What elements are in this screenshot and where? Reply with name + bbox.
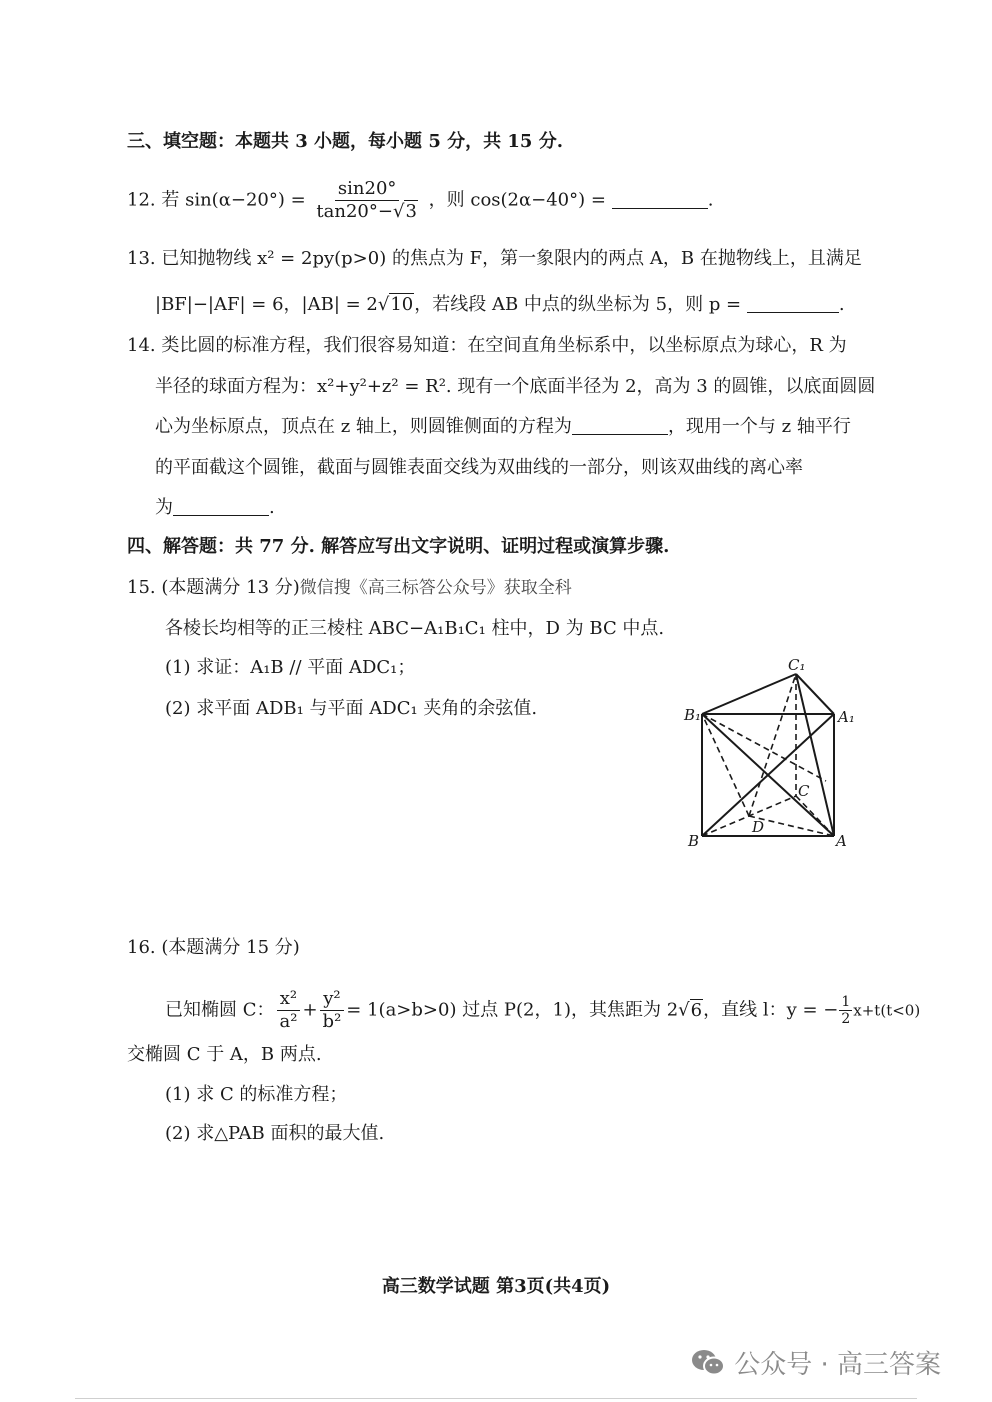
question-number: 15.: [127, 577, 156, 598]
q16-line-eq-tail: x+t(t<0): [853, 1001, 921, 1020]
q12-tail: ，则 cos(2α−40°) =: [428, 189, 606, 211]
wechat-icon: [690, 1347, 726, 1377]
label-d: D: [752, 818, 765, 836]
sqrt-radicand: 3: [405, 201, 417, 222]
q16-part-1: (1) 求 C 的标准方程；: [165, 1084, 348, 1105]
q15-part-1: (1) 求证：A₁B // 平面 ADC₁；: [165, 657, 416, 678]
label-b1: B₁: [684, 706, 702, 724]
wechat-badge: [690, 1344, 941, 1381]
q16-stem-line-2: 交椭圆 C 于 A，B 两点.: [127, 1044, 322, 1065]
q12-end: .: [707, 189, 714, 211]
score-label: (本题满分 13 分): [161, 577, 300, 598]
question-14-line-3: [155, 415, 851, 439]
page-footer: 高三数学试题 第3页(共4页): [381, 1276, 611, 1297]
question-14-line-1: [127, 334, 847, 358]
label-b: B: [688, 832, 700, 850]
label-a1: A₁: [838, 708, 855, 726]
plus-sign: +: [302, 999, 318, 1021]
fraction-numerator: x²: [277, 988, 300, 1011]
fraction-numerator: y²: [320, 988, 343, 1011]
answer-blank[interactable]: [612, 190, 708, 209]
question-13-line-2: |BF|−|AF| = 6，|AB| = 2√10，若线段 AB 中点的纵坐标为 5，则 p = .: [155, 294, 845, 315]
label-a: A: [836, 832, 847, 850]
q12-fraction: [313, 178, 420, 223]
q12-lead: 若 sin(α−20°) =: [161, 189, 306, 211]
q13-text-a: |BF|−|AF| = 6，|AB| = 2: [155, 294, 378, 315]
q14-text-a: 心为坐标原点，顶点在 z 轴上，则圆锥侧面的方程为: [155, 416, 572, 437]
q13-text-b: ，若线段 AB 中点的纵坐标为 5，则 p =: [414, 294, 742, 315]
watermark-text: 微信搜《高三标答公众号》获取全科: [299, 578, 572, 598]
sqrt-radicand: 10: [390, 294, 414, 315]
bottom-divider: [75, 1398, 917, 1399]
answer-blank[interactable]: [173, 497, 269, 516]
question-number: 13.: [127, 248, 156, 269]
section-header-solutions: 四、解答题：共 77 分. 解答应写出文字说明、证明过程或演算步骤.: [127, 536, 670, 557]
question-number: 14.: [127, 335, 156, 356]
fraction-denominator: 2: [841, 1011, 851, 1027]
question-16-header: [127, 936, 300, 960]
question-14-line-5: [155, 496, 275, 520]
fraction-denominator: a²: [279, 1011, 298, 1032]
fraction-y2-b2: [320, 988, 345, 1033]
segment-c1-a: [796, 674, 834, 836]
fraction-numerator: sin20°: [335, 178, 400, 201]
fraction-denominator: b²: [322, 1011, 342, 1032]
badge-text: 公众号 · 高三答案: [734, 1350, 942, 1380]
q14-text-a: 为: [155, 497, 173, 518]
fraction-one-half: [839, 994, 852, 1027]
question-14-line-2: 半径的球面方程为：x²+y²+z² = R². 现有一个底面半径为 2，高为 3 的圆锥，以底面圆圆: [155, 376, 876, 397]
answer-blank[interactable]: [747, 294, 839, 313]
q14-text: 类比圆的标准方程，我们很容易知道：在空间直角坐标系中，以坐标原点为球心，R 为: [161, 335, 847, 356]
q16-line-eq: ，直线 l：y = −: [703, 999, 839, 1021]
answer-blank[interactable]: [572, 416, 668, 435]
fraction-numerator: 1: [841, 994, 851, 1010]
q13-end: .: [838, 294, 845, 315]
q14-end: .: [269, 497, 275, 518]
q16-part-2: (2) 求△PAB 面积的最大值.: [165, 1123, 385, 1144]
label-c: C: [798, 782, 810, 800]
question-15-header: [127, 576, 572, 600]
question-13-line-1: [127, 247, 862, 271]
question-12: [127, 178, 713, 223]
section-header-fill-in: 三、填空题：本题共 3 小题，每小题 5 分，共 15 分.: [127, 131, 563, 152]
q15-part-2: (2) 求平面 ADB₁ 与平面 ADC₁ 夹角的余弦值.: [165, 698, 538, 719]
denominator-text: tan20°−: [316, 201, 393, 222]
q14-text-b: ，现用一个与 z 轴平行: [667, 416, 851, 437]
fraction-x2-a2: [277, 988, 301, 1033]
question-number: 12.: [127, 189, 156, 211]
segment-d-b1: [702, 714, 749, 816]
sqrt-radicand: 6: [690, 999, 703, 1021]
q13-text: 已知抛物线 x² = 2py(p>0) 的焦点为 F，第一象限内的两点 A，B 在抛物线上，且满足: [161, 248, 862, 269]
edge-b1-c1: [702, 674, 796, 714]
prism-figure: [678, 656, 878, 856]
q16-lead: 已知椭圆 C：: [165, 999, 275, 1021]
q16-mid: = 1(a>b>0) 过点 P(2，1)，其焦距为 2: [346, 999, 679, 1021]
fraction-denominator: tan20°−√3: [316, 201, 417, 222]
question-14-line-4: 的平面截这个圆锥，截面与圆锥表面交线为双曲线的一部分，则该双曲线的离心率: [155, 457, 803, 478]
q15-stem: 各棱长均相等的正三棱柱 ABC−A₁B₁C₁ 柱中，D 为 BC 中点.: [165, 618, 665, 639]
label-c1: C₁: [788, 656, 806, 674]
score-label: (本题满分 15 分): [161, 937, 300, 958]
question-number: 16.: [127, 937, 156, 958]
q16-stem-line-1: 已知椭圆 C： $\frac{\text{x²}}{\text{a²}}$ + $\frac{\text{y²}}{\text{b²}}$ = 1(a>b>0) 过点 P(2，1)，其焦距为 2√6，直线 l：y = − $\frac{1}{2}$ x+t(t<0): [165, 988, 921, 1032]
